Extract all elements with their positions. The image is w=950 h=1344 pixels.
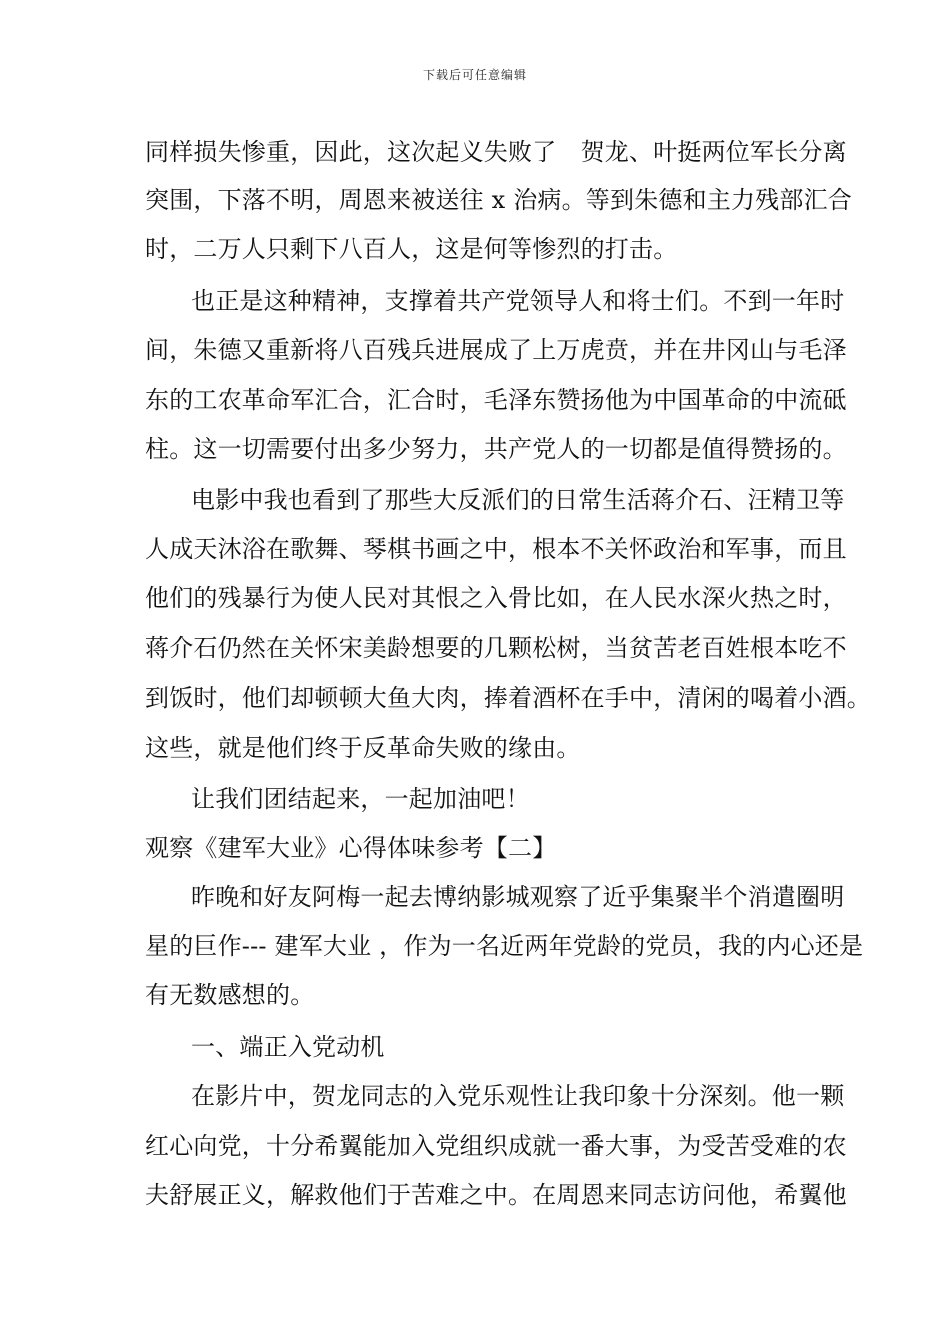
- text-line: 蒋介石仍然在关怀宋美龄想要的几颗松树，当贫苦老百姓根本吃不: [145, 634, 847, 662]
- text-line: 星的巨作--- 建军大业 ，作为一名近两年党龄的党员，我的内心还是: [145, 932, 864, 960]
- text-line: 让我们团结起来，一起加油吧！: [191, 785, 530, 813]
- text-line: 有无数感想的。: [145, 981, 315, 1009]
- text-line: 人成天沐浴在歌舞、琴棋书画之中，根本不关怀政治和军事，而且: [145, 535, 847, 563]
- text-line: 也正是这种精神，支撑着共产党领导人和将士们。不到一年时: [191, 287, 845, 315]
- text-line: 夫舒展正义，解救他们于苦难之中。在周恩来同志访问他，希翼他: [145, 1181, 847, 1209]
- text-line: 柱。这一切需要付出多少努力，共产党人的一切都是值得赞扬的。: [145, 435, 847, 463]
- text-line: 时，二万人只剩下八百人，这是何等惨烈的打击。: [145, 235, 678, 263]
- text-line: 红心向党，十分希翼能加入党组织成就一番大事，为受苦受难的农: [145, 1132, 847, 1160]
- subsection-heading: 一、端正入党动机: [191, 1033, 385, 1061]
- text-line: 这些，就是他们终于反革命失败的缘由。: [145, 734, 581, 762]
- text-line: 昨晚和好友阿梅一起去博纳影城观察了近乎集聚半个消遣圈明: [191, 883, 845, 911]
- text-line: 电影中我也看到了那些大反派们的日常生活蒋介石、汪精卫等: [191, 486, 845, 514]
- text-line: 同样损失惨重，因此，这次起义失败了 贺龙、叶挺两位军长分离: [145, 138, 847, 166]
- text-line: 在影片中，贺龙同志的入党乐观性让我印象十分深刻。他一颗: [191, 1082, 845, 1110]
- text-line: 东的工农革命军汇合，汇合时，毛泽东赞扬他为中国革命的中流砥: [145, 386, 847, 414]
- text-line: 到饭时，他们却顿顿大鱼大肉，捧着酒杯在手中，清闲的喝着小酒。: [145, 684, 871, 712]
- section-title: 观察《建军大业》心得体味参考【二】: [145, 834, 557, 862]
- text-line: 突围，下落不明，周恩来被送往 x 治病。等到朱德和主力残部汇合: [145, 186, 852, 214]
- text-line: 间，朱德又重新将八百残兵进展成了上万虎贲，并在井冈山与毛泽: [145, 336, 847, 364]
- page-header: 下载后可任意编辑: [422, 68, 527, 82]
- text-line: 他们的残暴行为使人民对其恨之入骨比如，在人民水深火热之时，: [145, 584, 847, 612]
